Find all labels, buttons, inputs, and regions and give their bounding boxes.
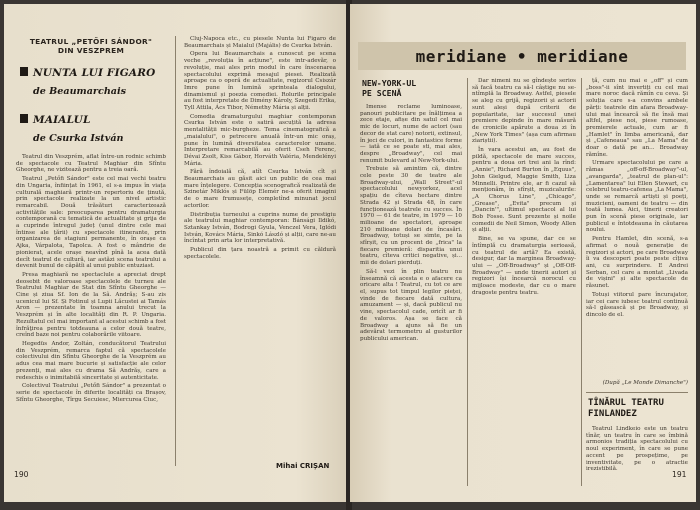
paragraph: Trebuie să amintim că, dintre cele peste 30 de teatre ale Broadway-ului, „Wall Street"-ul spectacolului newyorkez, acel spațiu de cîteva hectare dintre Strada 42 și Strada 48, în care funcționează teatrele cu succes. În 1970 — 61 de teatre, in 1979 — 10 milioane de spectatori, aproape 210 milioane dolari de încasări. Broadway, totuși se simte, pe la sfîrșit, cu un procent de „frica" la fiecare premieră: disparitia unui teatru, cîteva critici negative, și... mii de dolari pierduți.	[360, 166, 462, 267]
play-2-heading	[20, 108, 170, 144]
paragraph: Presa maghiară ne spectaclule a apreciat drept deosebit de valoroase spectacolele de turneu ale Teatrului Maghiar de Stat din Sfîntu Gheorghe — Cine și ziua Sf. Ion de la Sâ. Andrăș; S-au zis ucenicul lui Sf. Și Fotinul și Lupii Lăcustei ai Tamás Aron — prezentate în toamna anului trecut la Veszprém și în alte localități din R. P. Ungaria. Rezultatul cel mai important al acestui schimb a fost înfrăţirea pentru totdeauna a celor două teatre, creînd baze noi pentru colaborările viitoare.	[16, 271, 166, 339]
article-2-title-line1: TÎNĂRUL TEATRU	[588, 398, 664, 408]
paragraph: Dar nimeni nu se gîndește serios să facă teatru ca să-l câștige nu se-ntîmplă la Broadway. Astfel, piesele se aleg cu grijă, regizorii și actorii sunt aleși după criterii de popularitate, iar succesul unei premiere depinde în mare măsură de cronicile apărute a doua zi în „New York Times" (așa cum afirmau ziariștii).	[472, 78, 576, 145]
article-1-title	[362, 78, 416, 98]
column-divider	[467, 78, 468, 486]
paragraph: Teatrul Lindkeio este un teatru tînăr, un teatru în care se îmbină armonios tradiția spectacolului cu noul experiment, în care se pune accent pe prospețime, pe inventivitate, pe o atractie irezistibilă.	[586, 426, 688, 473]
page-number-right: 191	[672, 470, 687, 479]
section-banner-title: meridiane • meridiane	[415, 46, 629, 66]
left-column-2	[184, 36, 336, 436]
theatre-header-line1: TEATRUL „PETŐFI SÁNDOR"	[29, 37, 153, 46]
right-page	[350, 4, 696, 502]
right-column-3	[586, 78, 688, 378]
column-divider	[581, 78, 582, 486]
left-page	[4, 4, 348, 502]
paragraph: Hegedüs Andor, Zoltán, conducătorul Teatrului din Veszprém, remarca faptul că spectacolele colectivului din Sfîntu Gheorghe de la Veszprém au adus cea mai mare bucurie și satisfacție ale celor prezenți, mai ales cu drama Sâ Andrăș, care a redeschis o inimitabilă sinceritate și autenticitate.	[16, 340, 166, 381]
article-2-title-line2: FINLANDEZ	[588, 409, 637, 419]
play-1-title: NUNTA LUI FIGARO	[33, 67, 156, 79]
paragraph: În vara acestui an, au fost de pildă, spectacole de mare succes, pentru a doua ori trei ani la rînd: „Annie", Richard Burton în „Equus", John Gielgud, Maggie Smith, Liza Minnelli. Printre ele, ar fi cazul să menționăm, în sfîrșit, muzicalurile: „A Chorus Line", „Chicago", „Grease", „Evita" precum și „Dancin'", ultimul spectacol al lui Bob Fosse. Sunt prezente și noile comedii de Neil Simon, Woody Allen și alții.	[472, 147, 576, 234]
paragraph: Colectivul Teatrului „Petőfi Sándor" a prezentat o serie de spectacole în diferite localități ca Brașov, Sfîntu Gheorghe, Tîrgu Secuiesc, Miercurea Ciuc,	[16, 383, 166, 403]
square-bullet-icon	[20, 114, 28, 123]
paragraph: Imense reclame luminoase, panouri publicitare pe înălțimea a zece etaje, afișe din satul cel mai mic de locuri, nume de actori (sau decor de stat care) notorii, extinsul, în jeci de culori, in fantastice forme — iată ce se poate sti, mai ales, despre „Broadway", cel mai renumit bulevard al New-York-ului.	[360, 104, 462, 164]
author-signature: Mihai CRIȘAN	[276, 462, 330, 470]
section-banner	[358, 42, 686, 70]
right-column-1	[360, 104, 462, 484]
source-note: (După „Le Monde Dimanche")	[602, 380, 688, 386]
paragraph: Teatrul din Veszprém, aflat între-un rodnic schimb de spectacole cu Teatrul Maghiar din Sfîntu Gheorghe, ne vizitează pentru a treia oară.	[16, 154, 166, 174]
play-1-author: de Beaumarchais	[33, 86, 127, 97]
paragraph: Comedia dramaturgului maghiar contemporan Csurka István este o satiră ascuțită la adresa mentalității mic-burgheze. Tema cinematografică a „maialului", o petrecere anuală într-un mic oraș, pune în lumină diversitatea caracterelor umane. Interpretare remarcabilă au oferit Cseh Ferenc, Dévai Zsolt, Kiss Gábor, Horváth Valéria, Mendelényi Mária.	[184, 113, 336, 167]
paragraph: Pentru Hamlet, din scenă, s-a afirmat o nouă generație de regizori și actori, pe care Broadway îi va descoperi poate peste cîțiva ani, cu surprindere. E Andrei Serban, cel care a montat „Livada de vișini" și alte spectacole de răsunet.	[586, 236, 688, 290]
article-separator	[586, 392, 688, 393]
article-1-title-line1: NEW-YORK-UL	[362, 78, 417, 88]
paragraph: ță, cum nu mai e „off" și cum „boss"-ii sînt invertiți cu cel mai mare noroc dacă rămîn cu ceva. Și soluția care s-a convins ambele părți: teatrele din afara Broadway-ului mai încearcă să fie însă mai altfel, piese noi, piese rumoase, premierele actuale, cum ar fi „Hamlet" în limba americană, dar și „Cafeneaua" sau „La Mama" de doar o dată pe an... Broadway rămîne.	[586, 78, 688, 158]
paragraph: Bine, se va spune, dar ce se întîmplă cu dramaturgia serioasă, cu teatrul de artă? Ea există, desigur, dar la marginea Broadway-ului — „Off-Broadway" și „Off-Off-Broadway" — unde tinerii autori și regizori își încearcă norocul cu mijloace modeste, dar cu o mare dragoste pentru teatru.	[472, 236, 576, 296]
right-column-2	[472, 78, 576, 486]
paragraph: Publicul din țara noastră a primit cu căldură spectacolele.	[184, 247, 336, 260]
paragraph: Opera lui Beaumarchais a cunoscut pe scena veche „revoluția în acțiune", este intr-adevăr, o revoluție, mai ales prin modul în care înscenarea spectacolului exprimă mesajul piesei. Realizată aproape ca o operă de actualitate, regizorul Csiszár Imre pune în lumină sprinteala dialogului, dinamismul și poezia comediei. Rolurile principale au fost interpretate de Dimény Károly, Szegedi Erika, Tyll Attila, Ács Tibor, Némethy Mária și alții.	[184, 51, 336, 112]
paragraph: Totuși viitorul pare încurajator, iar cei care iubesc teatrul continuă să-l găsească și pe Broadway, și dincolo de el.	[586, 291, 688, 318]
paragraph: Distribuția turneului a cuprins nume de prestigiu ale teatrului maghiar contemporan: Bánsági Ildikó, Sztankay István, Bodrogi Gyula, Venczel Vera, Iglódi István, Kovács Mária, Sinkó László și alții, care ne-au încîntat prin arta lor interpretativă.	[184, 211, 336, 245]
paragraph: Să-l vezi în plin teatru nu înseamnă că acesta e o afacere ca oricare alta ! Teatrul, cu tot ce are el, supus tot timpul legilor pieței, vinde de fiecare dată cultura, amuzament — și, dacă publicul nu vine, spectacolul cade, oricît ar fi de valoros. Așa se face că Broadway a ajuns să fie un adevărat termometru al gusturilor publicului american.	[360, 268, 462, 342]
square-bullet-icon	[20, 67, 28, 76]
paragraph: Cluj-Napoca etc., cu piesele Nunta lui Figaro de Beaumarchais și Maialul (Majális) de Csurka István.	[184, 36, 336, 49]
paragraph: Urmare spectacolului pe care a rămas „off-off-Broadway"-ul, „avangarda", „teatrul de plan-ul": „Lamentarea" lui Ellen Stewart, cu celebrul teatru-cafenea „La Mama", unde se remarcă artiști și poeți, muzicieni, oameni de teatru — din toată lumea. Aici, tinerii creatori pun în scenă piese originale, iar publicul e întotdeauna în căutarea noului.	[586, 160, 688, 234]
theatre-header	[16, 38, 166, 56]
play-2-author: de Csurka István	[33, 133, 124, 144]
page-number-left: 190	[14, 470, 29, 479]
play-1-heading	[20, 61, 170, 97]
theatre-header-line2: DIN VESZPREM	[57, 45, 125, 55]
article-1-title-line2: PE SCENĂ	[362, 88, 402, 98]
paragraph: Teatrul „Petőfi Sándor" este cel mai vechi teatru din Ungaria, înființat în 1961, el s-a impus în viața culturală maghiară printr-un repertoriu de ținută, prin spectacole realizate la un nivel artistic remarcabil. Două trăsături caracterizează activitățile sale: preocuparea pentru dramaturgia contemporană cu tematică de actualitate și grija de a cuprinde întregul județ (unul dintre cele mai întinse ale țării) cu spectacole itinerante, prin organizarea de stagiuni permanente, în orașe ca Ajka, Várpalota, Tapolca. A fost o mândrie de pionierat, acele orașe neavînd pînă la acea dată decît teatrul de cultură, iar astăzi scena teatrului a devenit bunul de căpătîi al unui public entuziast.	[16, 176, 166, 270]
article-2-title	[588, 398, 664, 420]
paragraph: Fără îndoială că, atît Csurka István cît și Beaumarchais au găsit aici un public de cea mai mare înțelegere. Concepția scenografică realizată de Szinetár Miklós și Fülöp Elemér ne-a oferit imagini de o mare frumusețe, completînd minunat jocul actorilor.	[184, 169, 336, 209]
left-column-1	[16, 154, 166, 459]
column-divider	[175, 36, 176, 466]
play-2-title: MAIALUL	[33, 114, 91, 126]
